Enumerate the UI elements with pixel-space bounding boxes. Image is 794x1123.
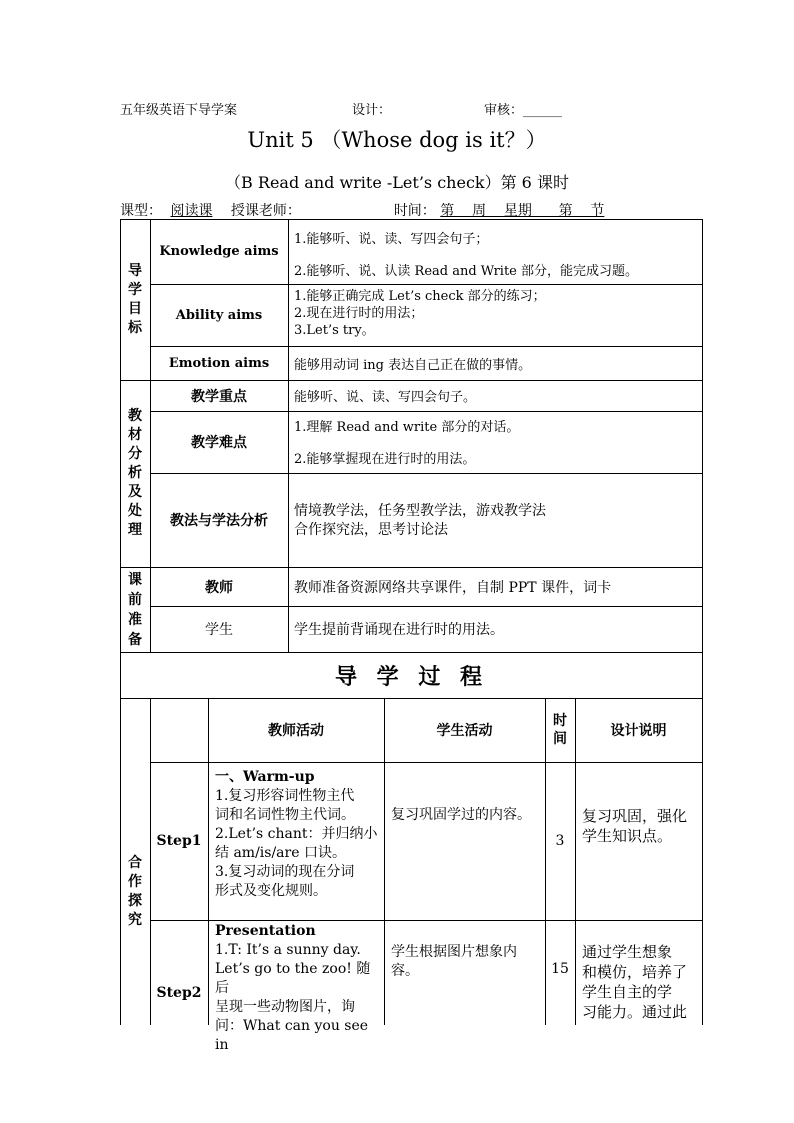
prep-teacher-text: 教师准备资源网络共享课件，自制 PPT 课件，词卡: [294, 579, 612, 596]
method-label: 教法与学法分析: [170, 513, 268, 529]
analysis-section-label: 教 材 分 析 及 处 理: [128, 408, 142, 538]
step1-time: 3: [555, 833, 565, 849]
prep-student-text: 学生提前背诵现在进行时的用法。: [294, 622, 504, 638]
process-heading: 导 学 过 程: [335, 663, 488, 690]
course-type-value: 阅读课: [170, 203, 213, 219]
step2-student-activity: 学生根据图片想象内 容。: [391, 944, 517, 979]
emotion-aims-text: 能够用动词 ing 表达自己正在做的事情。: [294, 357, 532, 373]
prep-student-label: 学生: [205, 622, 233, 638]
header-review-label: 审核：______: [484, 103, 563, 118]
knowledge-aims-text: 1.能够听、说、读、写四会句子； 2.能够听、说、认读 Read and Write 部分，能完成习题。: [294, 232, 638, 279]
step2-teacher-activity: Presentation 1.T: It’s a sunny day. Let’s go to the zoo! 随后 呈现一些动物图片，询 问：What can you see in: [215, 923, 371, 1053]
prep-teacher-label: 教师: [205, 579, 233, 596]
ability-aims-text: 1.能够正确完成 Let’s check 部分的练习； 2.现在进行时的用法； 3.Let’s try。: [294, 289, 546, 338]
col-student-activity: 学生活动: [436, 723, 493, 739]
difficulty-text: 1.理解 Read and write 部分的对话。 2.能够掌握现在进行时的用法。: [294, 420, 520, 467]
step1-label: Step1: [156, 833, 202, 849]
header-design-label: 设计：: [352, 103, 392, 118]
process-section-label: 合 作 探 究: [128, 854, 142, 928]
ability-aims-label: Ability aims: [175, 307, 263, 323]
step2-design-notes: 通过学生想象 和模仿，培养了 学生自主的学 习能力。通过此: [582, 943, 688, 1021]
time-value: 第 周 星期 第 节: [440, 203, 605, 219]
page-subtitle: （B Read and write -Let’s check）第 6 课时: [225, 173, 569, 192]
method-text: 情境教学法，任务型教学法，游戏教学法 合作探究法，思考讨论法: [294, 503, 546, 538]
knowledge-aims-label: Knowledge aims: [159, 244, 279, 259]
step2-time: 15: [551, 960, 569, 977]
objectives-section-label: 导 学 目 标: [128, 262, 142, 336]
col-teacher-activity: 教师活动: [268, 723, 324, 739]
teacher-blank: [305, 203, 377, 220]
step1-student-activity: 复习巩固学过的内容。: [391, 807, 531, 823]
time-label: 时间：: [393, 203, 436, 219]
meta-line: [120, 200, 604, 220]
step1-design-notes: 复习巩固，强化 学生知识点。: [582, 807, 688, 845]
teacher-label: 授课老师：: [230, 203, 301, 219]
col-time: 时 间: [553, 713, 567, 747]
col-design-notes: 设计说明: [610, 723, 667, 739]
difficulty-label: 教学难点: [191, 435, 247, 451]
course-type-label: 课型：: [120, 203, 162, 219]
page-title: Unit 5 （Whose dog is it？）: [247, 128, 547, 152]
focus-label: 教学重点: [191, 388, 247, 405]
emotion-aims-label: Emotion aims: [168, 355, 270, 371]
focus-text: 能够听、说、读、写四会句子。: [294, 390, 477, 405]
header-course: 五年级英语下导学案: [120, 103, 238, 118]
step2-label: Step2: [156, 984, 202, 1001]
step1-teacher-activity: 一、Warm-up 1.复习形容词性物主代 词和名词性物主代词。 2.Let’s chant：并归纳小 结 am/is/are 口诀。 3.复习动词的现在分词 形式及变化规则。: [215, 769, 378, 899]
prep-section-label: 课 前 准 备: [128, 571, 142, 648]
